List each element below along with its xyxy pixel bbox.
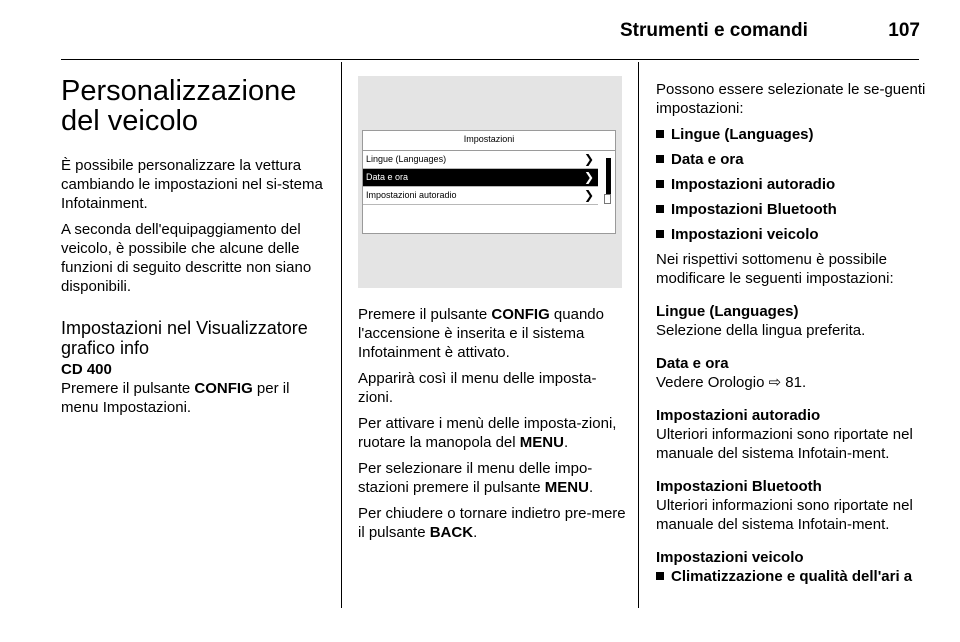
entry-text: Selezione della lingua preferita. (656, 322, 866, 339)
key-name: CONFIG (194, 380, 253, 397)
paragraph: Premere il pulsante CONFIG per il menu Impostazioni. (61, 380, 290, 416)
settings-entry (656, 548, 926, 586)
entry-title: Impostazioni Bluetooth (656, 478, 822, 495)
model-label: CD 400 (61, 361, 112, 378)
key-name: MENU (519, 434, 564, 451)
bullet-square-icon (656, 180, 664, 188)
settings-entry (656, 354, 926, 392)
page-number: 107 (888, 20, 920, 41)
bullet-item: Data e ora (656, 150, 926, 169)
entry-title: Lingue (Languages) (656, 303, 799, 320)
paragraph: A seconda dell'equipaggiamento del veicolo, è possibile che alcune delle funzioni di seguito descritte non siano disponibili. (61, 221, 312, 295)
paragraph: Per chiudere o tornare indietro pre-mere il pulsante BACK. (358, 505, 626, 541)
entry-title: Data e ora (656, 355, 729, 372)
chevron-right-icon: ❯ (583, 152, 594, 166)
paragraph: Apparirà così il menu delle imposta-zioni. (358, 370, 597, 406)
bullet-item: Impostazioni veicolo (656, 225, 926, 244)
settings-entry (656, 477, 926, 534)
chevron-right-icon: ❯ (583, 170, 594, 184)
bullet-square-icon (656, 205, 664, 213)
column-1 (61, 76, 331, 424)
paragraph: Per selezionare il menu delle impo-stazioni premere il pulsante MENU. (358, 460, 594, 496)
menu-item: Lingue (Languages) ❯ (363, 151, 598, 169)
bullet-square-icon (656, 230, 664, 238)
paragraph: Nei rispettivi sottomenu è possibile modificare le seguenti impostazioni: (656, 251, 894, 287)
bullet-item: Impostazioni Bluetooth (656, 200, 926, 219)
key-name: CONFIG (491, 306, 550, 323)
entry-title: Impostazioni veicolo (656, 549, 804, 566)
chevron-right-icon: ❯ (583, 188, 594, 202)
column-3 (656, 80, 926, 592)
subsection-heading: Impostazioni nel Visualizzatore grafico info (61, 318, 308, 358)
screen-title: Impostazioni (363, 131, 615, 151)
column-divider-right (638, 62, 639, 608)
column-2 (358, 305, 628, 549)
bullet-item: Impostazioni autoradio (656, 175, 926, 194)
scrollbar-thumb (604, 194, 611, 204)
header-rule (61, 59, 919, 60)
menu-item: Impostazioni autoradio ❯ (363, 187, 598, 205)
entry-text: Vedere Orologio ⇨ 81. (656, 374, 807, 391)
paragraph: È possibile personalizzare la vettura cambiando le impostazioni nel si-stema Infotainment. (61, 157, 323, 212)
entry-title: Impostazioni autoradio (656, 407, 821, 424)
display-screenshot (358, 76, 622, 288)
entry-text: Ulteriori informazioni sono riportate nel manuale del sistema Infotain-ment. (656, 497, 913, 533)
settings-screen (362, 130, 616, 234)
column-divider-left (341, 62, 342, 608)
paragraph: Per attivare i menù delle imposta-zioni, ruotare la manopola del MENU. (358, 415, 617, 451)
bullet-item: Lingue (Languages) (656, 125, 926, 144)
settings-entry (656, 302, 926, 340)
bullet-item: Climatizzazione e qualità dell'ari a (656, 567, 926, 586)
menu-item-selected: Data e ora ❯ (363, 169, 598, 187)
settings-entry (656, 406, 926, 463)
paragraph: Premere il pulsante CONFIG quando l'accensione è inserita e il sistema Infotainment è attivato. (358, 306, 604, 361)
key-name: MENU (544, 479, 589, 496)
section-heading: Personalizzazione del veicolo (61, 75, 297, 137)
entry-text: Ulteriori informazioni sono riportate nel manuale del sistema Infotain-ment. (656, 426, 913, 462)
bullet-square-icon (656, 130, 664, 138)
bullet-square-icon (656, 572, 664, 580)
paragraph: Possono essere selezionate le se-guenti impostazioni: (656, 81, 926, 117)
running-header-title: Strumenti e comandi (620, 20, 808, 41)
scrollbar (606, 158, 611, 198)
key-name: BACK (429, 524, 474, 541)
bullet-square-icon (656, 155, 664, 163)
